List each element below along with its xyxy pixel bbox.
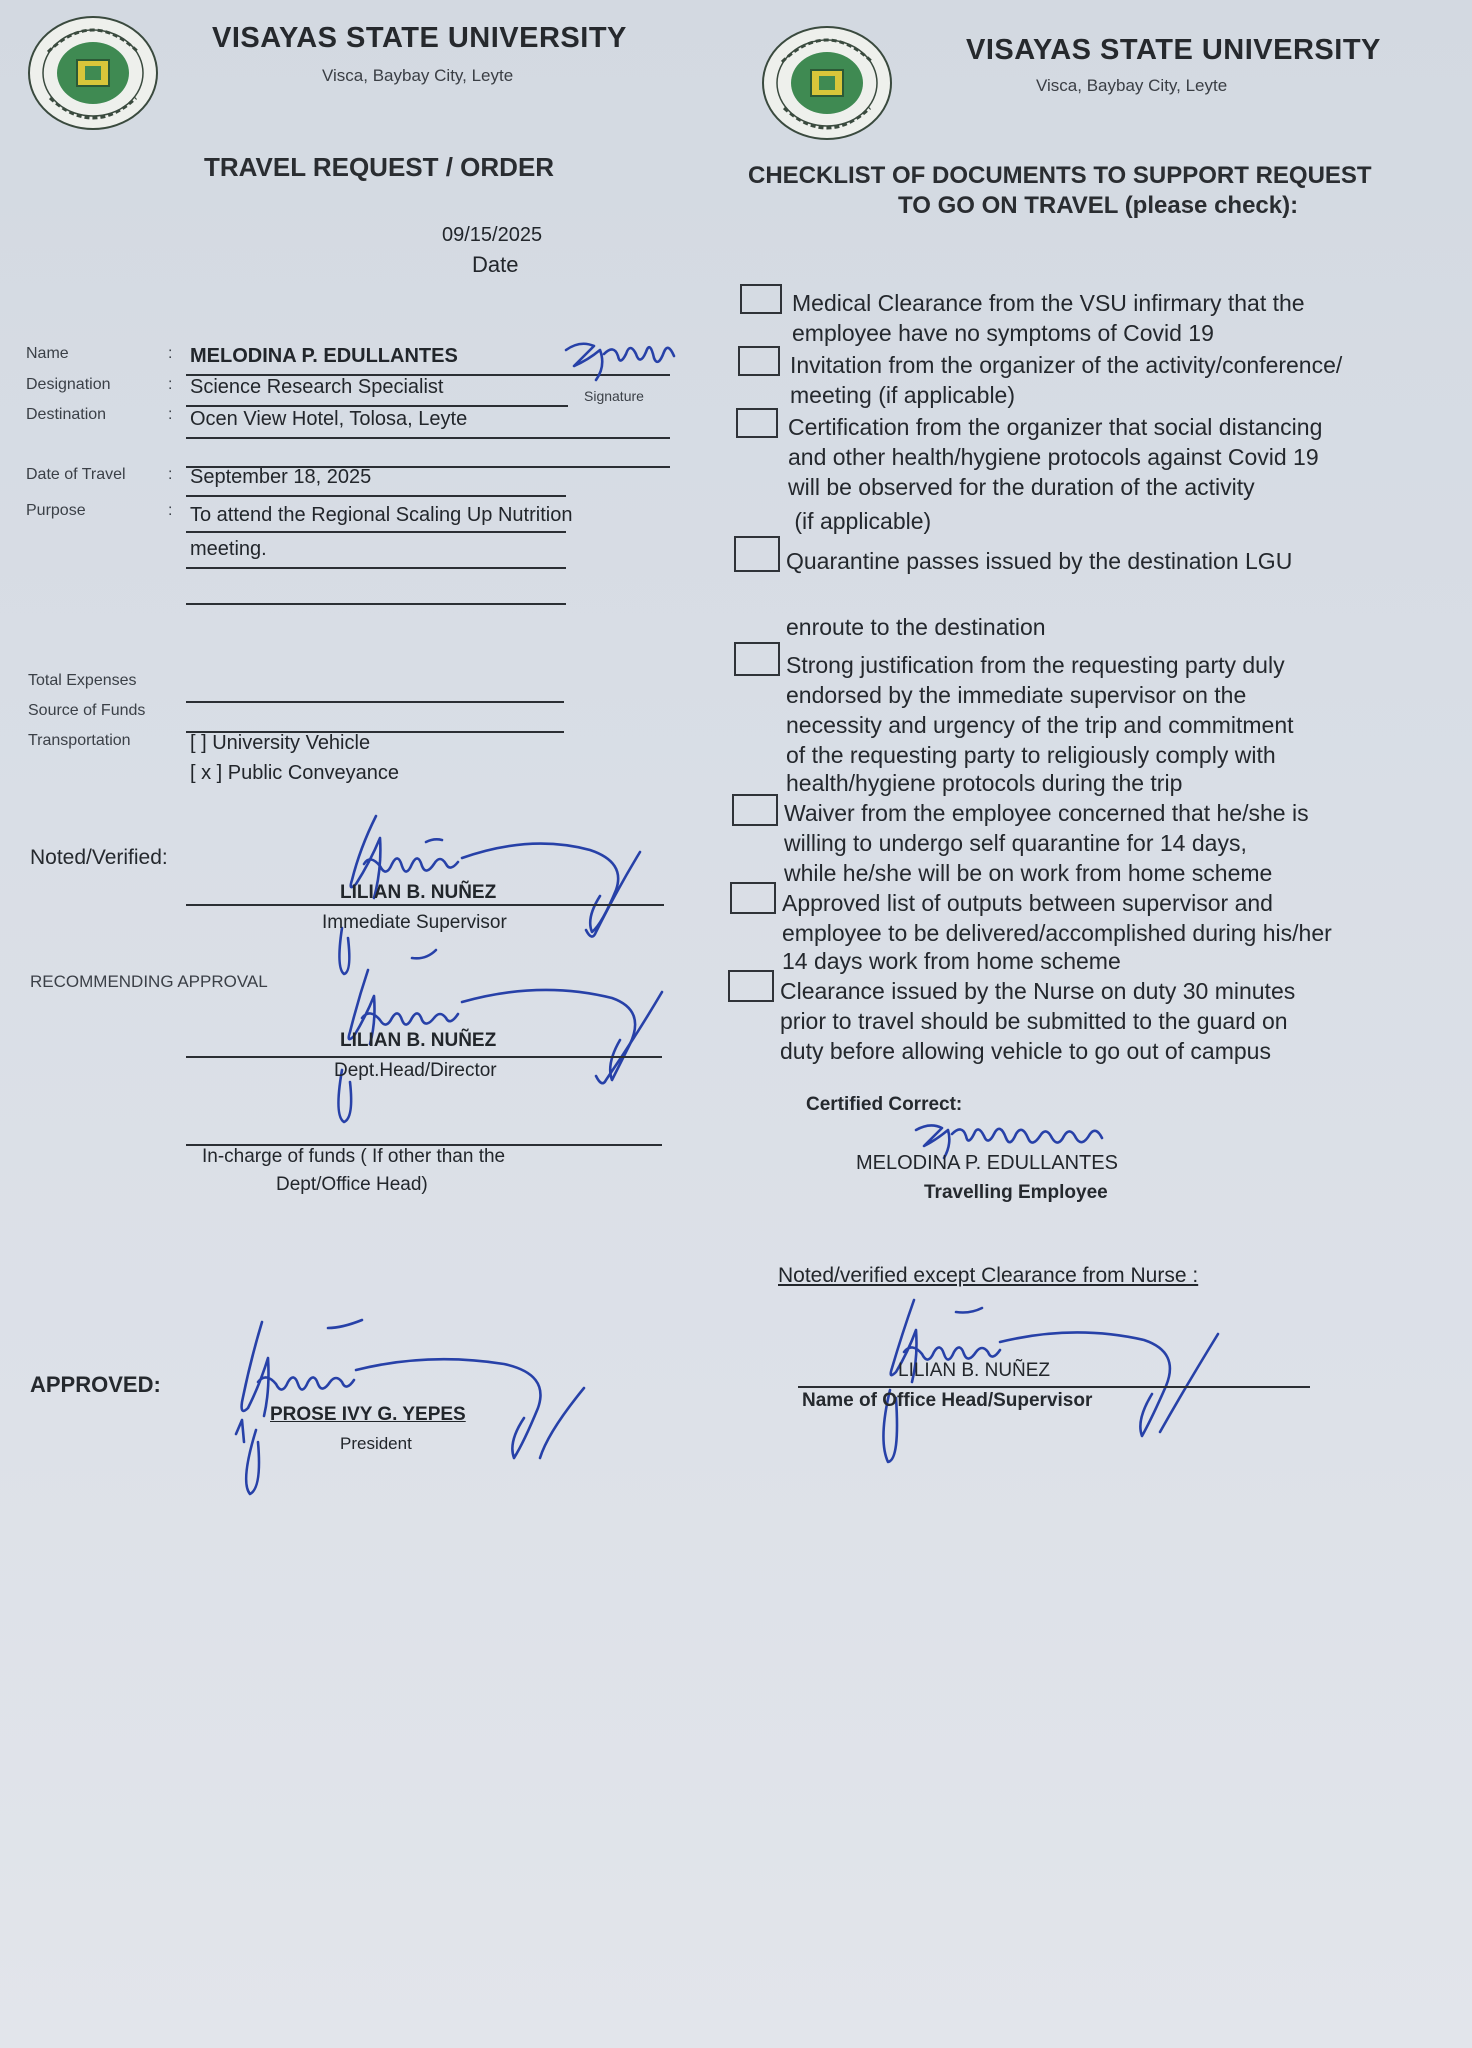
checklist-item-5-line1: Strong justification from the requesting party duly [786, 652, 1285, 678]
purpose-value-line2: meeting. [190, 538, 267, 560]
total-expenses-label: Total Expenses [28, 672, 137, 689]
purpose-line-2 [186, 567, 566, 569]
office-head-name: LILIAN B. NUÑEZ [898, 1360, 1051, 1381]
university-name-right: VISAYAS STATE UNIVERSITY [966, 34, 1381, 66]
transport-option-public-conveyance: [ x ] Public Conveyance [190, 762, 399, 784]
purpose-label: Purpose [26, 502, 86, 519]
checklist-item-4-line2: enroute to the destination [786, 614, 1046, 640]
name-label: Name [26, 345, 69, 362]
supervisor-name: LILIAN B. NUÑEZ [340, 882, 497, 903]
colon: : [168, 376, 173, 393]
checklist-item-3-line1: Certification from the organizer that social distancing [788, 414, 1323, 440]
purpose-value-line1: To attend the Regional Scaling Up Nutrition [190, 504, 573, 526]
checkbox-medical-clearance[interactable] [740, 284, 782, 314]
recommending-approval-label: RECOMMENDING APPROVAL [30, 972, 268, 991]
checklist-item-5-line3: necessity and urgency of the trip and commitment [786, 712, 1294, 738]
designation-line [186, 405, 568, 407]
checkbox-strong-justification[interactable] [734, 642, 780, 676]
president-name: PROSE IVY G. YEPES [270, 1404, 466, 1425]
checklist-item-1-line1: Medical Clearance from the VSU infirmary that the [792, 290, 1305, 316]
form-title: TRAVEL REQUEST / ORDER [204, 152, 555, 182]
checkbox-waiver[interactable] [732, 794, 778, 826]
office-head-signature-line [798, 1386, 1310, 1388]
checklist-item-8-line2: prior to travel should be submitted to the guard on [780, 1008, 1288, 1034]
university-name: VISAYAS STATE UNIVERSITY [212, 22, 627, 54]
checklist-item-3-line3: will be observed for the duration of the activity [788, 474, 1255, 500]
checklist-item-8-line3: duty before allowing vehicle to go out of campus [780, 1038, 1271, 1064]
destination-value: Ocen View Hotel, Tolosa, Leyte [190, 408, 468, 430]
total-expenses-line [186, 701, 564, 703]
date-value: 09/15/2025 [442, 224, 543, 246]
funds-label-line1: In-charge of funds ( If other than the [202, 1146, 506, 1167]
purpose-line-1 [186, 531, 566, 533]
date-of-travel-label: Date of Travel [26, 466, 126, 483]
transport-option-university-vehicle: [ ] University Vehicle [190, 732, 371, 754]
university-seal-right [760, 24, 894, 142]
employee-signature-name-line [560, 336, 680, 388]
date-of-travel-value: September 18, 2025 [190, 466, 372, 488]
name-value: MELODINA P. EDULLANTES [190, 345, 458, 367]
checklist-item-5-line2: endorsed by the immediate supervisor on the [786, 682, 1247, 708]
checklist-title-line1: CHECKLIST OF DOCUMENTS TO SUPPORT REQUEST [748, 162, 1372, 189]
checklist-item-6-line2: willing to undergo self quarantine for 14 days, [784, 830, 1247, 856]
approved-label: APPROVED: [30, 1372, 161, 1397]
designation-value: Science Research Specialist [190, 376, 444, 398]
colon: : [168, 345, 173, 362]
destination-line [186, 437, 670, 439]
purpose-line-3 [186, 603, 566, 605]
checklist-item-5-line4: of the requesting party to religiously comply with [786, 742, 1276, 768]
office-head-title: Name of Office Head/Supervisor [802, 1390, 1093, 1411]
checkbox-approved-outputs[interactable] [730, 882, 776, 914]
date-label: Date [472, 252, 519, 277]
checklist-item-5-line5: health/hygiene protocols during the trip [786, 770, 1183, 796]
checklist-item-6-line3: while he/she will be on work from home scheme [784, 860, 1273, 886]
checklist-item-3-line2: and other health/hygiene protocols against Covid 19 [788, 444, 1319, 470]
designation-label: Designation [26, 376, 111, 393]
colon: : [168, 502, 173, 519]
checkbox-quarantine-passes[interactable] [734, 536, 780, 572]
checklist-item-3-line4: (if applicable) [788, 508, 932, 534]
checklist-item-6-line1: Waiver from the employee concerned that he/she is [784, 800, 1309, 826]
signature-label: Signature [584, 388, 644, 404]
transportation-label: Transportation [28, 732, 131, 749]
destination-label: Destination [26, 406, 107, 423]
dept-head-signature-line [186, 1056, 662, 1058]
president-title: President [340, 1434, 412, 1453]
checklist-item-8-line1: Clearance issued by the Nurse on duty 30 minutes [780, 978, 1296, 1004]
checkbox-nurse-clearance[interactable] [728, 970, 774, 1002]
employee-name: MELODINA P. EDULLANTES [856, 1152, 1118, 1174]
university-seal-left [26, 14, 160, 132]
checklist-item-2-line2: meeting (if applicable) [790, 382, 1016, 408]
employee-title: Travelling Employee [924, 1182, 1108, 1203]
certified-correct-label: Certified Correct: [806, 1094, 963, 1115]
checklist-title-line2: TO GO ON TRAVEL (please check): [898, 192, 1299, 219]
checklist-item-7-line1: Approved list of outputs between supervisor and [782, 890, 1273, 916]
dept-head-name: LILIAN B. NUÑEZ [340, 1030, 497, 1051]
source-of-funds-label: Source of Funds [28, 702, 146, 719]
university-address: Visca, Baybay City, Leyte [322, 66, 514, 85]
checkbox-invitation[interactable] [738, 346, 780, 376]
checklist-item-7-line2: employee to be delivered/accomplished during his/her [782, 920, 1332, 946]
checklist-item-2-line1: Invitation from the organizer of the activity/conference/ [790, 352, 1343, 378]
checkbox-certification[interactable] [736, 408, 778, 438]
checklist-item-4-line1: Quarantine passes issued by the destination LGU [786, 548, 1293, 574]
checklist-item-7-line3: 14 days work from home scheme [782, 948, 1121, 974]
checklist-item-1-line2: employee have no symptoms of Covid 19 [792, 320, 1214, 346]
dept-head-title: Dept.Head/Director [334, 1060, 497, 1081]
supervisor-signature-line [186, 904, 664, 906]
noted-verified-label: Noted/Verified: [30, 846, 168, 869]
supervisor-title: Immediate Supervisor [322, 912, 507, 933]
funds-label-line2: Dept/Office Head) [276, 1174, 428, 1195]
colon: : [168, 466, 173, 483]
date-of-travel-line [186, 495, 566, 497]
colon: : [168, 406, 173, 423]
university-address-right: Visca, Baybay City, Leyte [1036, 76, 1228, 95]
noted-except-label: Noted/verified except Clearance from Nurse : [778, 1264, 1199, 1287]
